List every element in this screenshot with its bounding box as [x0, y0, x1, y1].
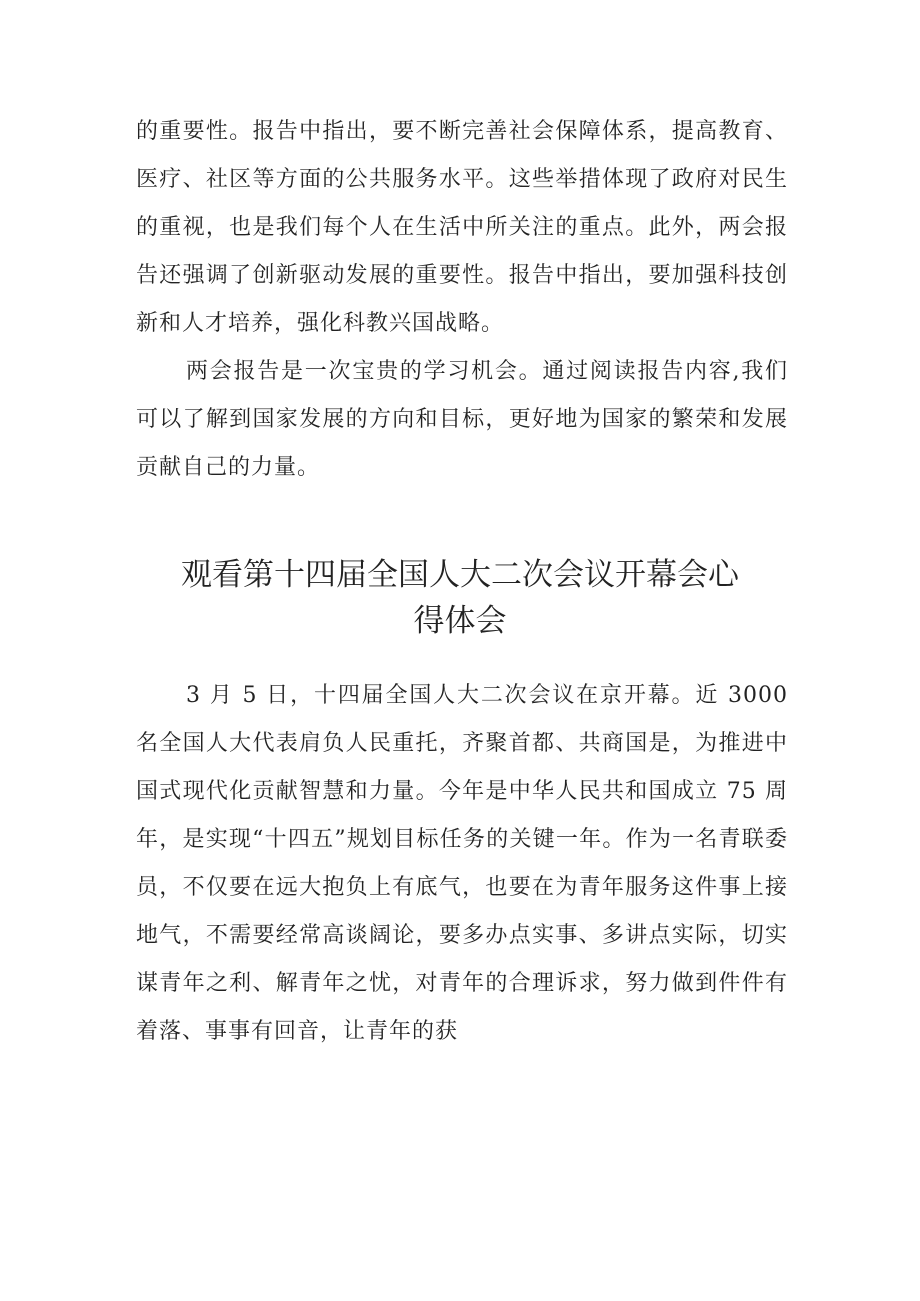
paragraph-continuation: 的重要性。报告中指出，要不断完善社会保障体系，提高教育、医疗、社区等方面的公共服务水平。这些举措体现了政府对民生的重视，也是我们每个人在生活中所关注的重点。此外，两会报告还强调了创新驱动发展的重要性。报告中指出，要加强科技创新和人才培养，强化科教兴国战略。: [136, 119, 788, 336]
paragraph-opening-session: 3 月 5 日，十四届全国人大二次会议在京开幕。近 3000 名全国人大代表肩负人民重托，齐聚首都、共商国是，为推进中国式现代化贡献智慧和力量。今年是中华人民共和国成立 75 周年，是实现“十四五”规划目标任务的关键一年。作为一名青联委员，不仅要在远大抱负上有底气，也要在为青年服务这件事上接地气，不需要经常高谈阔论，要多办点实事、多讲点实际，切实谋青年之利、解青年之忧，对青年的合理诉求，努力做到件件有着落、事事有回音，让青年的获: [136, 683, 788, 1044]
text-section-bottom: [136, 672, 788, 1056]
text-section-top: [136, 108, 788, 492]
article-title-line-1: 观看第十四届全国人大二次会议开幕会心: [181, 557, 739, 593]
article-title: [110, 552, 810, 644]
article-title-line-2: 得体会: [413, 603, 507, 639]
paragraph-learning-opportunity: 两会报告是一次宝贵的学习机会。通过阅读报告内容,我们可以了解到国家发展的方向和目标，更好地为国家的繁荣和发展贡献自己的力量。: [136, 359, 788, 480]
